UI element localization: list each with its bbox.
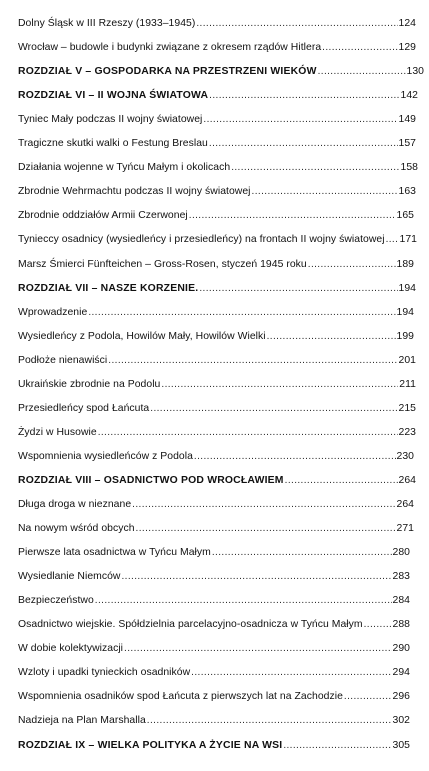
- toc-entry-page-number: 199: [396, 330, 414, 342]
- toc-entry-page-number: 129: [398, 42, 416, 54]
- toc-entry: [18, 591, 410, 607]
- toc-entry-title: Marsz Śmierci Fünfteichen – Gross-Rosen, styczeń 1945 roku: [18, 258, 307, 270]
- dot-leader: [209, 90, 399, 102]
- toc-entry: [18, 158, 418, 174]
- toc-entry-page-number: 163: [398, 186, 416, 198]
- dot-leader: [199, 283, 397, 295]
- toc-entry-page-number: 290: [392, 643, 410, 655]
- toc-entry-page-number: 223: [398, 426, 416, 438]
- dot-leader: [122, 571, 392, 583]
- toc-entry-page-number: 201: [398, 354, 416, 366]
- toc-entry-page-number: 288: [392, 619, 410, 631]
- toc-entry-title: ROZDZIAŁ VIII – OSADNICTWO POD WROCŁAWIEM: [18, 474, 284, 486]
- toc-entry-page-number: 230: [396, 450, 414, 462]
- toc-entry: [18, 567, 410, 583]
- toc-entry: [18, 639, 410, 655]
- toc-entry-title: Na nowym wśród obcych: [18, 523, 135, 535]
- dot-leader: [318, 66, 406, 78]
- toc-chapter-heading: [18, 736, 410, 752]
- toc-entry-title: ROZDZIAŁ VI – II WOJNA ŚWIATOWA: [18, 90, 209, 102]
- dot-leader: [95, 595, 392, 607]
- toc-entry: [18, 110, 416, 126]
- toc-entry-title: Wysiedlanie Niemców: [18, 571, 121, 583]
- toc-entry: [18, 14, 416, 30]
- toc-entry-title: Podłoże nienawiści: [18, 354, 108, 366]
- dot-leader: [88, 307, 395, 319]
- toc-entry-title: ROZDZIAŁ VII – NASZE KORZENIE.: [18, 282, 199, 294]
- dot-leader: [196, 18, 397, 30]
- toc-entry-page-number: 264: [396, 499, 414, 510]
- toc-entry-page-number: 271: [396, 523, 414, 535]
- dot-leader: [364, 619, 392, 631]
- dot-leader: [136, 523, 396, 535]
- toc-entry-title: Ukraińskie zbrodnie na Podolu: [18, 378, 161, 390]
- dot-leader: [150, 403, 397, 415]
- toc-entry-page-number: 130: [406, 66, 424, 78]
- toc-entry: [18, 687, 410, 703]
- toc-entry-title: Zbrodnie Wehrmachtu podczas II wojny światowej: [18, 186, 251, 198]
- toc-entry-title: Wprowadzenie: [18, 306, 88, 318]
- dot-leader: [212, 547, 392, 559]
- dot-leader: [194, 451, 396, 463]
- toc-entry-page-number: 194: [398, 282, 416, 294]
- toc-entry-page-number: 215: [398, 402, 416, 414]
- dot-leader: [189, 210, 396, 222]
- toc-entry-title: Tynieccy osadnicy (wysiedleńcy i przesiedleńcy) na frontach II wojny światowej: [18, 234, 385, 246]
- toc-entry: [18, 206, 414, 222]
- dot-leader: [203, 114, 397, 126]
- toc-entry-page-number: 194: [396, 306, 414, 318]
- toc-entry-title: Żydzi w Husowie: [18, 426, 97, 438]
- toc-entry: [18, 38, 416, 54]
- dot-leader: [252, 186, 398, 198]
- toc-entry-page-number: 211: [399, 378, 416, 390]
- toc-entry-title: Osadnictwo wiejskie. Spółdzielnia parcelacyjno-osadnicza w Tyńcu Małym: [18, 619, 363, 631]
- toc-chapter-heading: [18, 62, 424, 78]
- toc-entry-page-number: 264: [398, 474, 416, 486]
- dot-leader: [108, 355, 397, 367]
- toc-entry: [18, 399, 416, 415]
- toc-entry: [18, 182, 416, 198]
- toc-entry: [18, 351, 416, 367]
- toc-entry-title: Dolny Śląsk w III Rzeszy (1933–1945): [18, 18, 196, 29]
- toc-entry-title: Długa droga w nieznane: [18, 499, 132, 510]
- toc-entry-title: Zbrodnie oddziałów Armii Czerwonej: [18, 210, 188, 222]
- dot-leader: [132, 499, 395, 511]
- toc-entry: [18, 543, 410, 559]
- dot-leader: [267, 331, 396, 343]
- toc-entry-title: Nadzieja na Plan Marshalla: [18, 715, 146, 727]
- toc-entry-title: Przesiedleńcy spod Łańcuta: [18, 402, 150, 414]
- toc-entry: [18, 711, 410, 727]
- dot-leader: [285, 475, 398, 487]
- toc-entry: [18, 447, 414, 463]
- toc-entry: [18, 134, 416, 150]
- toc-entry-page-number: 157: [398, 138, 416, 150]
- toc-entry-page-number: 284: [392, 595, 410, 607]
- toc-entry-page-number: 171: [399, 234, 417, 246]
- dot-leader: [386, 234, 399, 246]
- dot-leader: [308, 259, 396, 271]
- toc-entry-page-number: 296: [392, 691, 410, 703]
- dot-leader: [147, 715, 392, 727]
- toc-entry: [18, 255, 414, 271]
- toc-entry-page-number: 305: [392, 739, 410, 751]
- toc-entry-page-number: 165: [396, 210, 414, 222]
- dot-leader: [322, 42, 397, 54]
- toc-entry-page-number: 280: [392, 547, 410, 559]
- dot-leader: [209, 138, 398, 150]
- toc-entry-title: Tyniec Mały podczas II wojny światowej: [18, 114, 203, 126]
- toc-entry-title: ROZDZIAŁ IX – WIELKA POLITYKA A ŻYCIE NA WSI: [18, 739, 283, 751]
- toc-entry: [18, 519, 414, 535]
- toc-chapter-heading: [18, 279, 416, 295]
- toc-entry: [18, 327, 414, 343]
- toc-entry-page-number: 158: [400, 162, 418, 174]
- dot-leader: [231, 162, 399, 174]
- toc-entry-page-number: 294: [392, 667, 410, 679]
- toc-entry-title: Wspomnienia osadników spod Łańcuta z pierwszych lat na Zachodzie: [18, 691, 343, 703]
- toc-chapter-heading: [18, 86, 418, 102]
- dot-leader: [283, 740, 391, 752]
- toc-entry-title: Wspomnienia wysiedleńców z Podola: [18, 450, 193, 462]
- toc-entry-page-number: 124: [398, 18, 416, 29]
- toc-entry-page-number: 302: [392, 715, 410, 727]
- toc-entry-title: Pierwsze lata osadnictwa w Tyńcu Małym: [18, 547, 211, 559]
- dot-leader: [98, 427, 398, 439]
- toc-entry: [18, 495, 414, 511]
- dot-leader: [191, 667, 391, 679]
- toc-entry-title: Wrocław – budowle i budynki związane z okresem rządów Hitlera: [18, 42, 322, 54]
- dot-leader: [161, 379, 398, 391]
- toc-entry-title: Wysiedleńcy z Podola, Howilów Mały, Howilów Wielki: [18, 330, 266, 342]
- toc-entry-page-number: 283: [392, 571, 410, 583]
- dot-leader: [124, 643, 391, 655]
- toc-entry-page-number: 149: [398, 114, 416, 126]
- toc-entry: [18, 375, 416, 391]
- toc-entry-title: Działania wojenne w Tyńcu Małym i okolicach: [18, 162, 231, 174]
- toc-entry: [18, 230, 417, 246]
- toc-entry-title: ROZDZIAŁ V – GOSPODARKA NA PRZESTRZENI WIEKÓW: [18, 66, 317, 78]
- toc-entry: [18, 423, 416, 439]
- toc-entry-title: Wzloty i upadki tynieckich osadników: [18, 667, 191, 679]
- toc-entry-title: W dobie kolektywizacji: [18, 643, 124, 655]
- toc-entry-page-number: 189: [396, 258, 414, 270]
- toc-entry: [18, 663, 410, 679]
- toc-entry-title: Tragiczne skutki walki o Festung Breslau: [18, 138, 208, 150]
- dot-leader: [344, 691, 392, 703]
- toc-entry: [18, 303, 414, 319]
- toc-entry-page-number: 142: [400, 90, 418, 102]
- toc-entry: [18, 615, 410, 631]
- toc-chapter-heading: [18, 471, 416, 487]
- toc-entry-title: Bezpieczeństwo: [18, 595, 94, 607]
